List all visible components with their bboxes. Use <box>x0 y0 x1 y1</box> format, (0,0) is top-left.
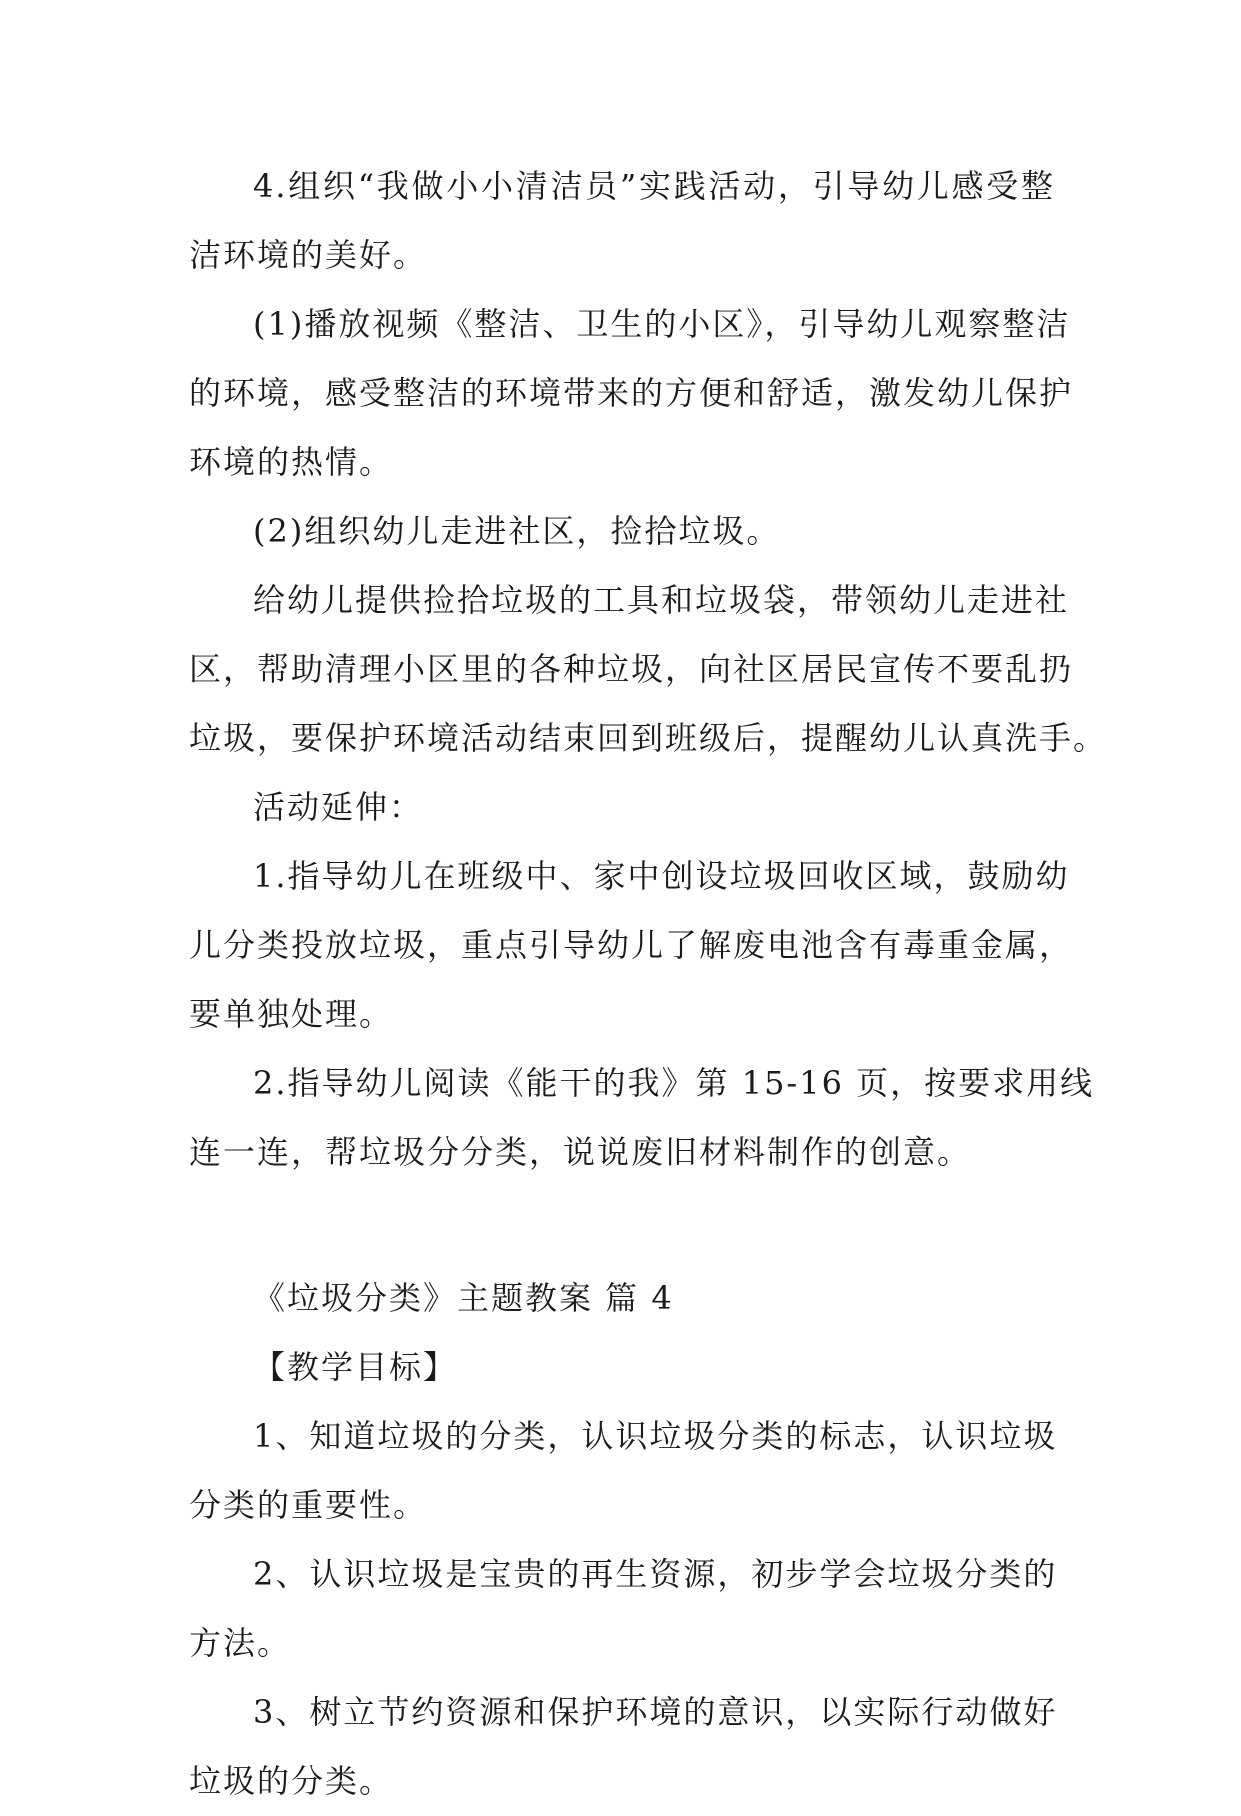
text-line: 2、认识垃圾是宝贵的再生资源，初步学会垃圾分类的 <box>253 1555 1058 1593</box>
text-line: 3、树立节约资源和保护环境的意识，以实际行动做好 <box>253 1693 1058 1731</box>
text-line: 的环境，感受整洁的环境带来的方便和舒适，激发幼儿保护 <box>189 374 1074 412</box>
text-line: 连一连，帮垃圾分分类，说说废旧材料制作的创意。 <box>189 1133 972 1171</box>
text-line: 要单独处理。 <box>189 995 394 1033</box>
text-line: 分类的重要性。 <box>189 1486 428 1524</box>
text-line: 1、知道垃圾的分类，认识垃圾分类的标志，认识垃圾 <box>253 1417 1058 1455</box>
text-line: 区，帮助清理小区里的各种垃圾，向社区居民宣传不要乱扔 <box>189 650 1074 688</box>
text-line: 活动延伸： <box>253 788 424 826</box>
paragraph-tools <box>189 566 1108 773</box>
paragraph-extension-heading <box>189 773 1055 842</box>
text-line: 洁环境的美好。 <box>189 236 428 274</box>
paragraph-extension-2 <box>189 1049 1095 1187</box>
text-line: (2)组织幼儿走进社区，捡拾垃圾。 <box>253 512 781 550</box>
text-line: 环境的热情。 <box>189 443 394 481</box>
paragraph-goal-1 <box>189 1402 1058 1540</box>
text-line: 垃圾的分类。 <box>189 1762 394 1800</box>
text-line: 儿分类投放垃圾，重点引导幼儿了解废电池含有毒重金属， <box>189 926 1074 964</box>
text-line: 1.指导幼儿在班级中、家中创设垃圾回收区域，鼓励幼 <box>253 857 1070 895</box>
text-line: 给幼儿提供捡拾垃圾的工具和垃圾袋，带领幼儿走进社 <box>253 581 1070 619</box>
paragraph-goal-3 <box>189 1678 1058 1816</box>
section-gap <box>189 1187 1055 1264</box>
document-body <box>189 152 1108 1816</box>
text-line: 2.指导幼儿阅读《能干的我》第 15-16 页，按要求用线 <box>253 1064 1095 1102</box>
section-title: 《垃圾分类》主题教案 篇 4 <box>253 1279 674 1317</box>
text-line: (1)播放视频《整洁、卫生的小区》，引导幼儿观察整洁 <box>253 305 1071 343</box>
section-subtitle: 【教学目标】 <box>253 1348 458 1386</box>
text-line: 方法。 <box>189 1624 292 1662</box>
paragraph-extension-1 <box>189 842 1074 1049</box>
text-line: 4.组织“我做小小清洁员”实践活动，引导幼儿感受整 <box>253 167 1055 205</box>
paragraph-activity-4 <box>189 152 1055 290</box>
text-line: 垃圾，要保护环境活动结束回到班级后，提醒幼儿认真洗手。 <box>189 719 1108 757</box>
paragraph-community <box>189 497 1055 566</box>
paragraph-video <box>189 290 1074 497</box>
paragraph-goal-2 <box>189 1540 1058 1678</box>
